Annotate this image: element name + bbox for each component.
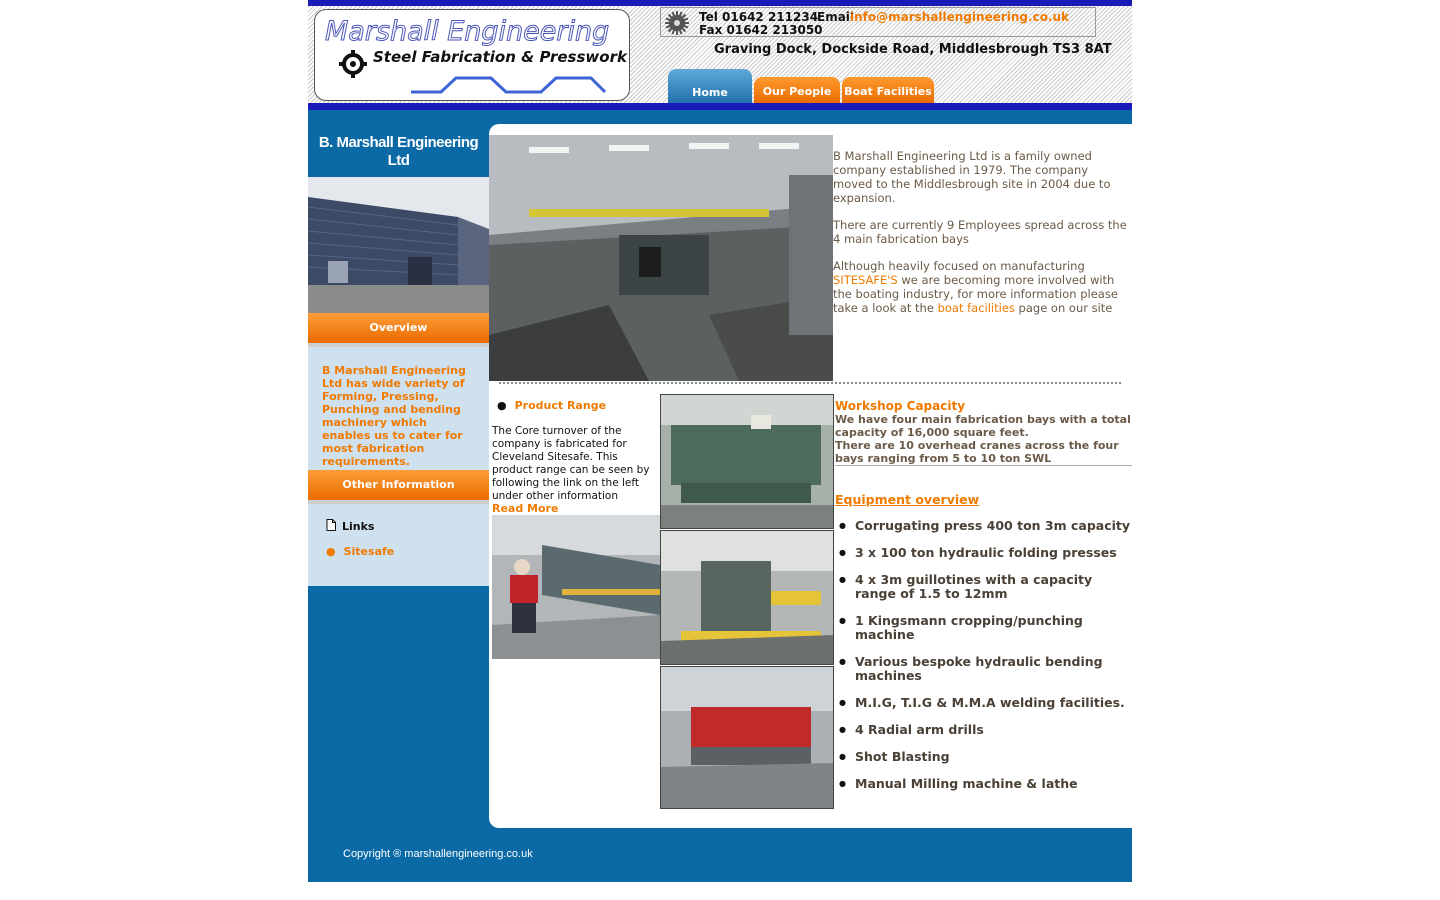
- product-range-text: The Core turnover of the company is fabricated for Cleveland Sitesafe. This product range can be seen by following the link on the left under other information: [492, 425, 650, 502]
- sidebar-item-links[interactable]: [326, 519, 374, 533]
- header-bottom-bar: [308, 103, 1132, 110]
- list-item: ● 3 x 100 ton hydraulic folding presses: [835, 546, 1131, 560]
- product-range-label: Product Range: [514, 399, 607, 412]
- workshop-photo: [489, 135, 833, 381]
- intro-paragraph-3: [833, 259, 1131, 315]
- equipment-overview-heading[interactable]: Equipment overview: [835, 492, 980, 507]
- sidebar-item-links-label: Links: [342, 520, 375, 533]
- bullet-icon: ●: [326, 545, 336, 558]
- tab-our-people[interactable]: Our People: [754, 77, 840, 104]
- tab-home[interactable]: Home: [668, 69, 752, 104]
- building-photo: [308, 177, 489, 313]
- bullet-icon: ●: [497, 399, 507, 412]
- corrugated-wave-graphic: [411, 74, 607, 94]
- intro-paragraph-2: There are currently 9 Employees spread across the 4 main fabrication bays: [833, 218, 1127, 246]
- contact-box: [660, 7, 1096, 37]
- sidebar-title: B. Marshall Engineering Ltd: [318, 134, 479, 169]
- guillotine-machine-photo: [660, 666, 834, 809]
- footer-copyright: Copyright ® marshallengineering.co.uk: [343, 848, 533, 860]
- list-item: ● Shot Blasting: [835, 750, 1131, 764]
- crosshair-logo-icon: [339, 50, 367, 78]
- company-logo[interactable]: [314, 9, 630, 101]
- email-link[interactable]: info@marshallengineering.co.uk: [850, 10, 1070, 24]
- overview-box: [308, 347, 489, 470]
- list-item: ● 1 Kingsmann cropping/punching machine: [835, 614, 1131, 642]
- workshop-divider: [835, 465, 1132, 466]
- fax-number: Fax 01642 213050: [699, 23, 823, 37]
- boat-facilities-link[interactable]: boat facilities: [937, 301, 1015, 315]
- logo-tagline: Steel Fabrication & Presswork: [373, 48, 627, 66]
- page-icon: [326, 519, 336, 531]
- intro-p3-middle: we are becoming more involved with the boating industry, for more information please take a look at the: [833, 273, 1118, 315]
- overview-text: B Marshall Engineering Ltd has wide variety of Forming, Pressing, Punching and bending machinery which enables us to cater for most fabrication requirements.: [322, 364, 466, 468]
- main-content: [489, 124, 1132, 828]
- list-item: ● Various bespoke hydraulic bending machines: [835, 655, 1131, 683]
- workshop-capacity-line-1: We have four main fabrication bays with a total capacity of 16,000 square feet.: [835, 413, 1131, 439]
- read-more-link[interactable]: Read More: [492, 502, 559, 515]
- page-wrapper: [308, 0, 1132, 882]
- company-address: Graving Dock, Dockside Road, Middlesbrough TS3 8AT: [714, 42, 1112, 57]
- tel-number: Tel 01642 211234: [699, 10, 819, 24]
- list-item: ● M.I.G, T.I.G & M.M.A welding facilities.: [835, 696, 1131, 710]
- sidebar-item-sitesafe-label: Sitesafe: [343, 545, 395, 558]
- intro-text: [833, 149, 1131, 328]
- press-brake-photo: [660, 394, 834, 529]
- workshop-capacity-heading: Workshop Capacity: [835, 399, 966, 413]
- equipment-list: [835, 519, 1131, 804]
- email-label: Email: [817, 10, 855, 24]
- header-top-bar: [308, 0, 1132, 6]
- punching-machine-photo: [660, 530, 834, 665]
- intro-p3-end: page on our site: [1014, 301, 1113, 315]
- other-information-box: [308, 504, 489, 586]
- overview-header: Overview: [308, 313, 489, 347]
- sitesafe-link[interactable]: SITESAFE'S: [833, 273, 898, 287]
- list-item: ● Corrugating press 400 ton 3m capacity: [835, 519, 1131, 533]
- workshop-capacity-line-2: There are 10 overhead cranes across the four bays ranging from 5 to 10 ton SWL: [835, 439, 1119, 465]
- logo-brand-text: Marshall Engineering: [325, 16, 610, 47]
- workshop-capacity-text: [835, 413, 1131, 465]
- other-information-header: Other Information: [308, 470, 489, 504]
- list-item: ● Manual Milling machine & lathe: [835, 777, 1131, 791]
- dotted-divider: [499, 382, 1121, 384]
- guillotine-photo: [492, 515, 660, 659]
- product-range-heading[interactable]: [497, 399, 606, 412]
- tab-boat-facilities[interactable]: Boat Facilities: [842, 77, 934, 104]
- gear-icon: [665, 11, 689, 35]
- header: [308, 0, 1132, 110]
- list-item: ● 4 x 3m guillotines with a capacity range of 1.5 to 12mm: [835, 573, 1131, 601]
- list-item: ● 4 Radial arm drills: [835, 723, 1131, 737]
- intro-p3-start: Although heavily focused on manufacturing: [833, 259, 1085, 273]
- sidebar-item-sitesafe[interactable]: [326, 545, 394, 558]
- intro-paragraph-1: B Marshall Engineering Ltd is a family owned company established in 1979. The company moved to the Middlesbrough site in 2004 due to expansion.: [833, 149, 1111, 205]
